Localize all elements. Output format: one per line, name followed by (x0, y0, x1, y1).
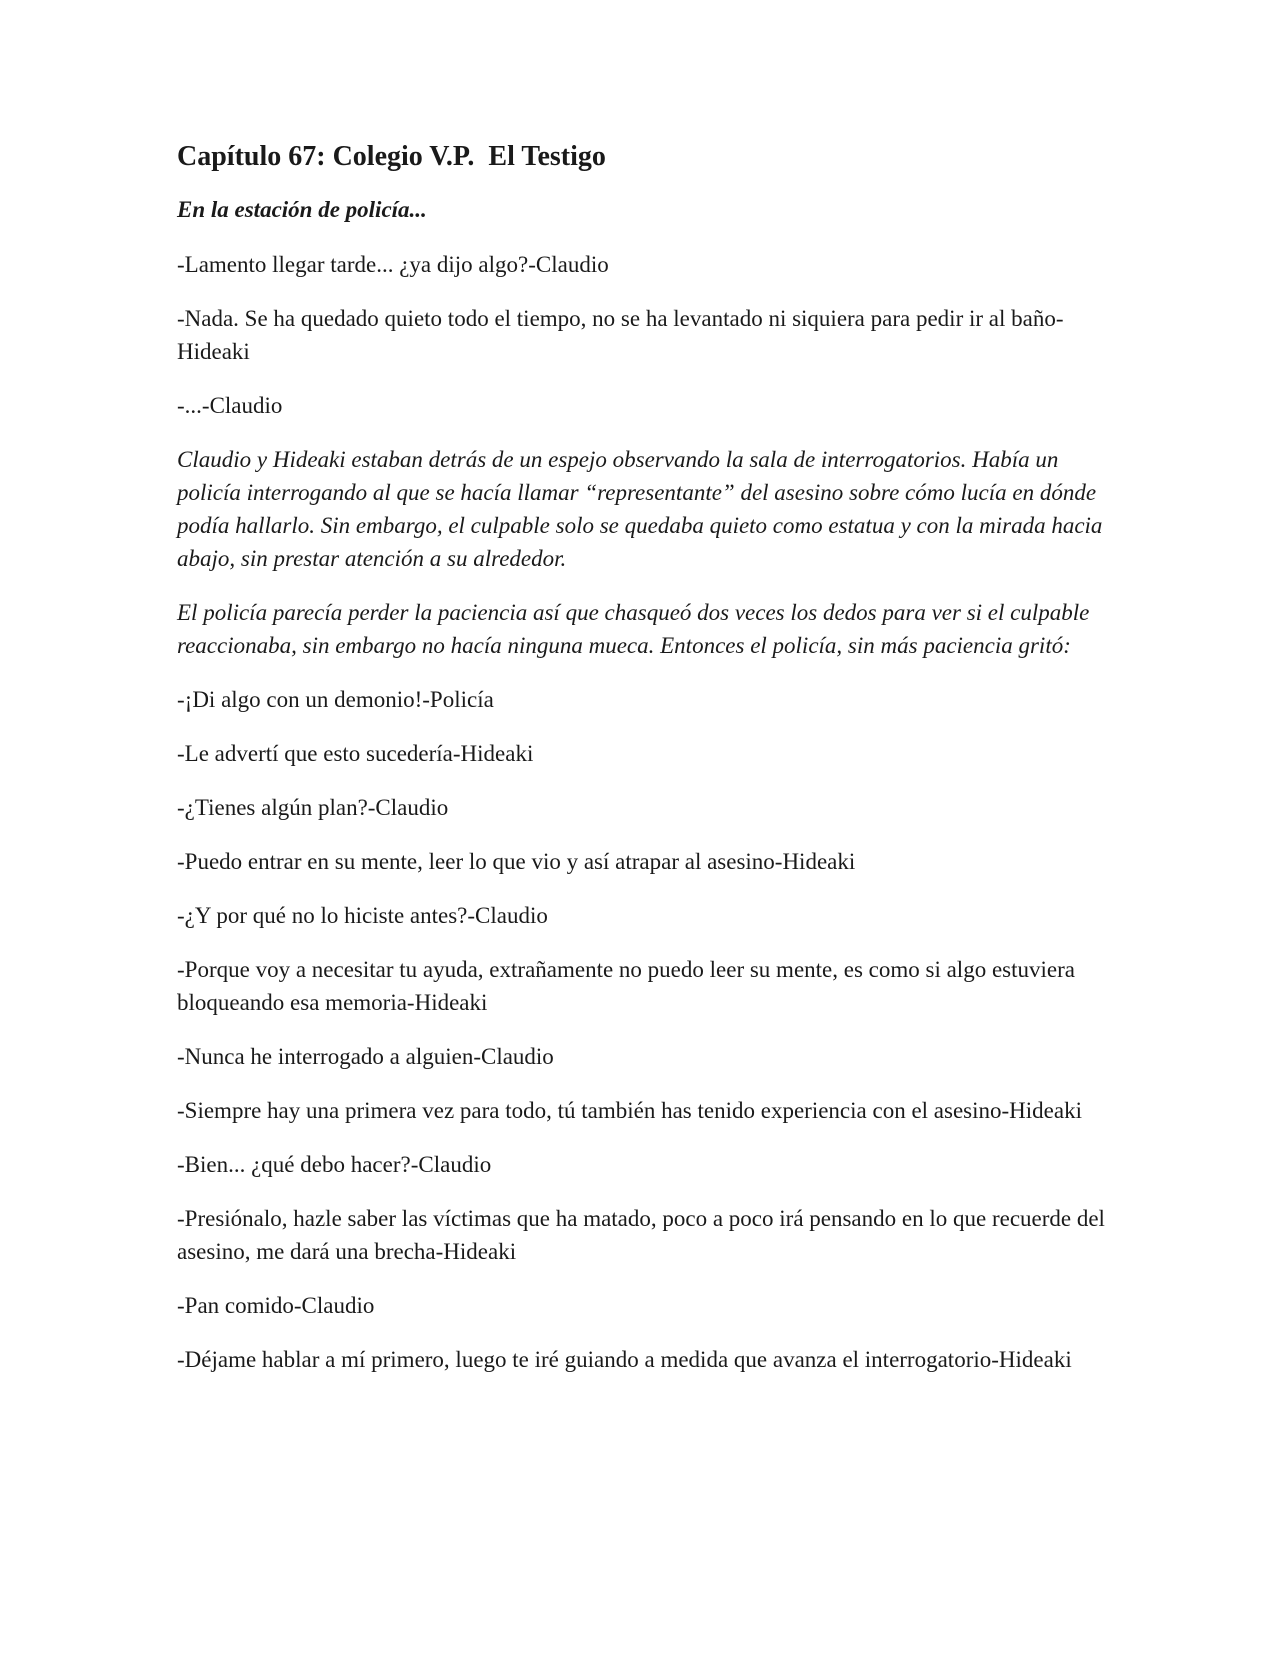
paragraph-14: -Bien... ¿qué debo hacer?-Claudio (177, 1152, 492, 1177)
paragraph-9: -Puedo entrar en su mente, leer lo que vio y así atrapar al asesino-Hideaki (177, 849, 856, 874)
paragraph-17: -Déjame hablar a mí primero, luego te iré guiando a medida que avanza el interrogatorio-Hideaki (177, 1347, 1072, 1372)
paragraph-7: -Le advertí que esto sucedería-Hideaki (177, 741, 534, 766)
narration-paragraph-2: El policía parecía perder la paciencia así que chasqueó dos veces los dedos para ver si el culpable reaccionaba, sin embargo no hacía ninguna mueca. Entonces el policía, sin más paciencia gritó: (177, 600, 1090, 658)
paragraph-10: -¿Y por qué no lo hiciste antes?-Claudio (177, 903, 548, 928)
paragraph-6: -¡Di algo con un demonio!-Policía (177, 687, 494, 712)
paragraph-1: -Lamento llegar tarde... ¿ya dijo algo?-Claudio (177, 252, 609, 277)
document-page (177, 140, 1107, 1397)
paragraph-8: -¿Tienes algún plan?-Claudio (177, 795, 449, 820)
paragraph-12: -Nunca he interrogado a alguien-Claudio (177, 1044, 554, 1069)
narration-paragraph-1: Claudio y Hideaki estaban detrás de un espejo observando la sala de interrogatorios. Había un policía interrogando al que se hacía llamar “representante” del asesino sobre cómo lucía en dónde podía hallarlo. Sin embargo, el culpable solo se quedaba quieto como estatua y con la mirada hacia abajo, sin prestar atención a su alrededor. (177, 447, 1103, 571)
paragraph-13: -Siempre hay una primera vez para todo, tú también has tenido experiencia con el asesino-Hideaki (177, 1098, 1082, 1123)
paragraph-2: -Nada. Se ha quedado quieto todo el tiempo, no se ha levantado ni siquiera para pedir ir al baño-Hideaki (177, 306, 1064, 364)
paragraph-11: -Porque voy a necesitar tu ayuda, extrañamente no puedo leer su mente, es como si algo estuviera bloqueando esa memoria-Hideaki (177, 957, 1075, 1015)
chapter-title: Capítulo 67: Colegio V.P. El Testigo (177, 141, 606, 172)
paragraph-15: -Presiónalo, hazle saber las víctimas que ha matado, poco a poco irá pensando en lo que recuerde del asesino, me dará una brecha-Hideaki (177, 1206, 1105, 1264)
scene-subtitle: En la estación de policía... (177, 197, 427, 222)
paragraph-16: -Pan comido-Claudio (177, 1293, 375, 1318)
paragraph-3: -...-Claudio (177, 393, 283, 418)
